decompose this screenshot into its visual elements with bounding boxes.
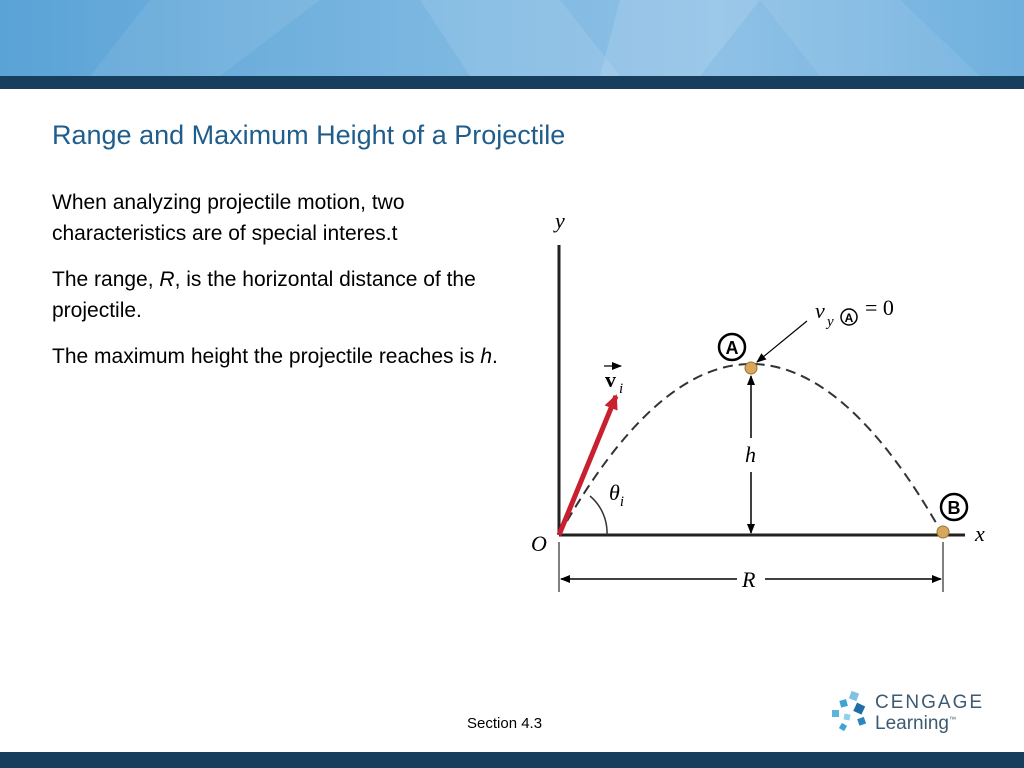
- svg-text:= 0: = 0: [865, 295, 894, 320]
- range-label: R: [742, 567, 756, 592]
- point-b-marker: [937, 526, 949, 538]
- svg-text:v: v: [815, 298, 825, 323]
- paragraph-3: The maximum height the projectile reaches is h.: [52, 345, 498, 368]
- point-a-badge: [719, 334, 745, 360]
- banner-pattern: [0, 0, 1024, 76]
- vy-zero-label: [815, 295, 894, 330]
- cengage-logo: [830, 690, 990, 738]
- top-banner: [0, 0, 1024, 76]
- paragraph-1: When analyzing projectile motion, two characteristics are of special interes.t: [52, 191, 405, 245]
- angle-label: $\theta_i$: [609, 480, 624, 510]
- logo-line-2: Learning™: [875, 713, 956, 734]
- velocity-label: [604, 366, 623, 397]
- velocity-vector-arrow: [559, 396, 616, 535]
- header-stripe: [0, 76, 1024, 89]
- logo-line-1: CENGAGE: [875, 692, 985, 713]
- origin-label: O: [531, 531, 547, 556]
- x-axis-label: x: [975, 521, 985, 546]
- svg-text:A: A: [844, 311, 854, 325]
- paragraph-2: The range, R, is the horizontal distance of the projectile.: [52, 268, 476, 322]
- svg-text:v: v: [605, 367, 616, 392]
- footer-stripe: [0, 752, 1024, 768]
- svg-text:A: A: [725, 338, 739, 358]
- projectile-diagram: [525, 200, 1005, 600]
- slide-title: Range and Maximum Height of a Projectile: [52, 120, 566, 150]
- vy-pointer-arrow: [757, 321, 807, 362]
- svg-text:B: B: [947, 498, 961, 518]
- cengage-logo-icon: [830, 690, 872, 734]
- point-b-badge: [941, 494, 967, 520]
- angle-arc: [590, 496, 607, 535]
- slide-body: [52, 187, 512, 387]
- section-footer: Section 4.3: [467, 715, 543, 732]
- svg-text:i: i: [619, 381, 624, 397]
- point-a-marker: [745, 362, 757, 374]
- height-label: h: [745, 442, 756, 467]
- svg-text:y: y: [827, 314, 834, 330]
- y-axis-label: y: [555, 208, 565, 233]
